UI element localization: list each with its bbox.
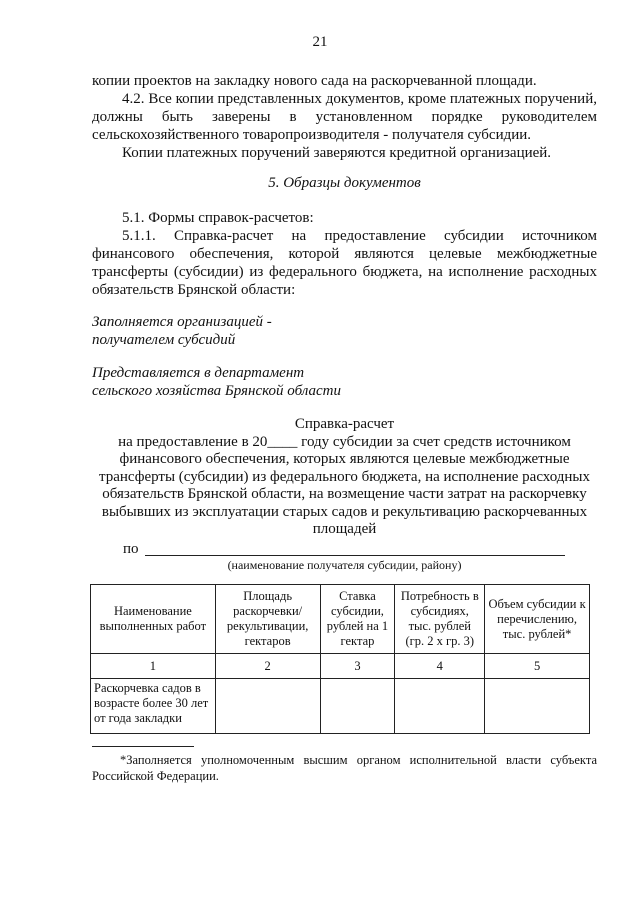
column-number-cell: 2 <box>215 654 320 679</box>
table-row <box>91 679 590 734</box>
table-cell <box>215 679 320 734</box>
recipient-blank <box>145 555 565 556</box>
submitted-to-note <box>92 364 392 400</box>
paragraph-continuation: копии проектов на закладку нового сада на раскорчеванной площади. <box>92 73 537 89</box>
table-header-cell: Ставка субсидии, рублей на 1 гектар <box>320 585 395 654</box>
table-header-cell: Площадь раскорчевки/рекультивации, гектаров <box>215 585 320 654</box>
submitted-to-line: сельского хозяйства Брянской области <box>92 383 341 399</box>
table-header-cell: Объем субсидии к перечислению, тыс. рублей* <box>485 585 590 654</box>
table-header-row <box>91 585 590 654</box>
form-title-line: финансового обеспечения, которых являются целевые межбюджетные <box>119 451 570 467</box>
form-title-line: Справка-расчет <box>294 416 395 432</box>
paragraph-5-1-1: 5.1.1. Справка-расчет на предоставление субсидии источником финансового обеспечения, которой являются целевые межбюджетные трансферты (субсидии) из федерального бюджета, на исполнение расходных обязательств Брянской области: <box>92 228 597 298</box>
table-header-cell: Наименование выполненных работ <box>91 585 216 654</box>
section-heading: 5. Образцы документов <box>268 175 421 191</box>
column-number-cell: 4 <box>395 654 485 679</box>
table-number-row <box>91 654 590 679</box>
table-cell <box>395 679 485 734</box>
form-title-line: обязательств Брянской области, на возмещение части затрат на раскорчевку <box>102 486 587 502</box>
calculation-table <box>90 584 590 734</box>
page-number: 21 <box>312 34 328 50</box>
table-header-cell: Потребность в субсидиях, тыс. рублей (гр. 2 х гр. 3) <box>395 585 485 654</box>
form-title <box>92 416 597 539</box>
recipient-caption: (наименование получателя субсидии, району) <box>227 558 462 572</box>
recipient-label: по <box>123 541 139 557</box>
form-title-line: на предоставление в 20____ году субсидии за счет средств источником <box>118 433 571 450</box>
filled-by-note <box>92 313 392 349</box>
submitted-to-line: Представляется в департамент <box>92 365 305 381</box>
form-title-line: площадей <box>312 521 377 537</box>
paragraph-5-1: 5.1. Формы справок-расчетов: <box>122 210 314 226</box>
footnote: *Заполняется уполномоченным высшим органом исполнительной власти субъекта Российской Федерации. <box>92 753 597 783</box>
footnote-rule <box>92 746 194 747</box>
table-cell <box>485 679 590 734</box>
form-title-line: выбывших из эксплуатации старых садов и рекультивацию раскорчеванных <box>101 503 588 520</box>
section-text <box>92 209 597 299</box>
recipient-line <box>123 541 565 558</box>
column-number-cell: 1 <box>91 654 216 679</box>
column-number-cell: 3 <box>320 654 395 679</box>
table-cell: Раскорчевка садов в возрасте более 30 лет от года закладки <box>91 679 216 734</box>
filled-by-line: Заполняется организацией - <box>92 314 272 330</box>
paragraph-payment-orders: Копии платежных поручений заверяются кредитной организацией. <box>122 145 552 161</box>
form-title-line: трансферты (субсидии) из федерального бюджета, на исполнение расходных <box>98 468 591 485</box>
column-number-cell: 5 <box>485 654 590 679</box>
table-cell <box>320 679 395 734</box>
paragraph-4-2: 4.2. Все копии представленных документов, кроме платежных поручений, должны быть заверены в установленном порядке руководителем сельскохозяйственного товаропроизводителя - получателя субсидии. <box>92 91 597 143</box>
intro-text <box>92 72 597 162</box>
filled-by-line: получателем субсидий <box>92 332 236 348</box>
